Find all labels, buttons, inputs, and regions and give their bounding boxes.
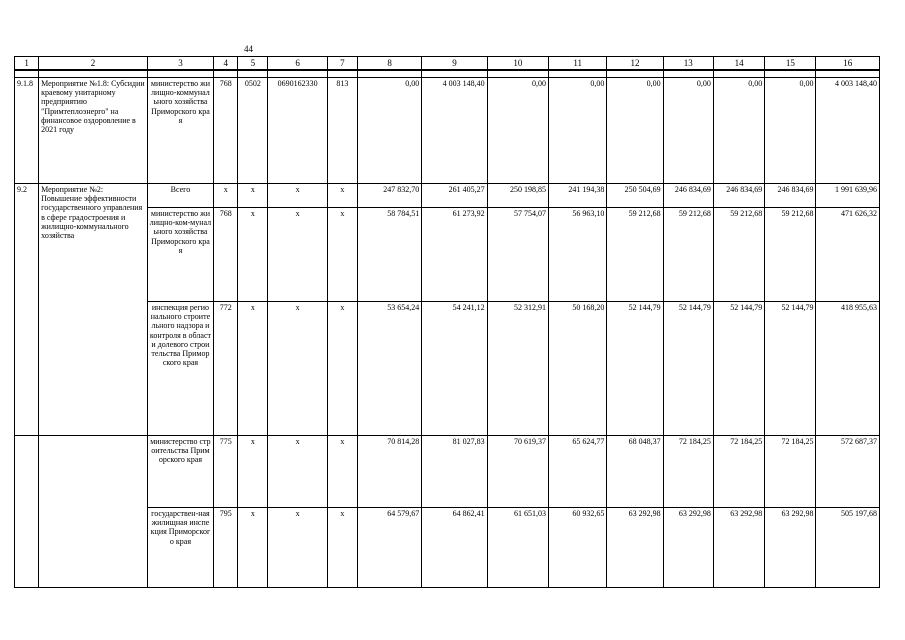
cell-section: x <box>238 184 268 208</box>
value-cell: 52 312,91 <box>487 302 548 436</box>
value-cell: 72 184,25 <box>765 436 816 508</box>
value-cell: 246 834,69 <box>663 184 713 208</box>
responsible-org: министерство жилищно-коммунального хозяйства Приморского края <box>147 78 213 184</box>
value-cell: 261 405,27 <box>422 184 487 208</box>
value-cell: 61 273,92 <box>422 208 487 302</box>
value-cell: 59 212,68 <box>713 208 764 302</box>
cell-grbs: 768 <box>214 208 238 302</box>
cell-grbs: 768 <box>214 78 238 184</box>
value-cell: 59 212,68 <box>765 208 816 302</box>
column-header: 15 <box>765 57 816 71</box>
column-header: 9 <box>422 57 487 71</box>
value-cell: 64 862,41 <box>422 508 487 588</box>
value-cell: 70 814,28 <box>357 436 421 508</box>
cell-grbs: 772 <box>214 302 238 436</box>
table-row <box>15 436 880 508</box>
value-cell: 1 991 639,96 <box>816 184 880 208</box>
column-header: 11 <box>549 57 607 71</box>
cell-expense-type: x <box>327 208 357 302</box>
cell-expense-type: x <box>327 184 357 208</box>
cell-target: x <box>268 208 327 302</box>
value-cell: 63 292,98 <box>765 508 816 588</box>
responsible-org: министерство строительства Приморского края <box>147 436 213 508</box>
column-header: 16 <box>816 57 880 71</box>
value-cell: 72 184,25 <box>663 436 713 508</box>
cell-expense-type: x <box>327 508 357 588</box>
value-cell: 572 687,37 <box>816 436 880 508</box>
value-cell: 58 784,51 <box>357 208 421 302</box>
value-cell: 0,00 <box>607 78 663 184</box>
cell-target: x <box>268 302 327 436</box>
value-cell: 52 144,79 <box>663 302 713 436</box>
value-cell: 56 963,10 <box>549 208 607 302</box>
responsible-org: инспекция регионального строительного надзора и контроля в области долевого строительства Приморского края <box>147 302 213 436</box>
page-number: 44 <box>244 44 253 54</box>
budget-table <box>14 56 880 588</box>
column-header: 13 <box>663 57 713 71</box>
activity-name: Мероприятие №2: Повышение эффективности государственного управления в сфере градостроения и жилищно-коммунального хозяйства <box>39 184 148 436</box>
value-cell: 59 212,68 <box>607 208 663 302</box>
value-cell: 63 292,98 <box>607 508 663 588</box>
responsible-org: министерство жилищно-ком-мунального хозяйства Приморского края <box>147 208 213 302</box>
cell-target: x <box>268 436 327 508</box>
cell-section: x <box>238 302 268 436</box>
value-cell: 61 651,03 <box>487 508 548 588</box>
value-cell: 241 194,38 <box>549 184 607 208</box>
column-header: 14 <box>713 57 764 71</box>
cell-grbs: 775 <box>214 436 238 508</box>
responsible-org: государствен-ная жилищная инспекция Приморского края <box>147 508 213 588</box>
value-cell: 246 834,69 <box>765 184 816 208</box>
value-cell: 0,00 <box>713 78 764 184</box>
cell-expense-type: x <box>327 436 357 508</box>
column-number-row <box>15 57 880 71</box>
row-number: 9.2 <box>15 184 39 436</box>
column-header: 7 <box>327 57 357 71</box>
cell-grbs: x <box>214 184 238 208</box>
column-header: 5 <box>238 57 268 71</box>
value-cell: 68 048,37 <box>607 436 663 508</box>
table-row <box>15 78 880 184</box>
value-cell: 505 197,68 <box>816 508 880 588</box>
value-cell: 0,00 <box>487 78 548 184</box>
value-cell: 247 832,70 <box>357 184 421 208</box>
value-cell: 0,00 <box>549 78 607 184</box>
column-header: 10 <box>487 57 548 71</box>
table-row <box>15 184 880 208</box>
value-cell: 52 144,79 <box>765 302 816 436</box>
column-header: 8 <box>357 57 421 71</box>
column-header: 2 <box>39 57 148 71</box>
value-cell: 54 241,12 <box>422 302 487 436</box>
value-cell: 250 504,69 <box>607 184 663 208</box>
value-cell: 60 932,65 <box>549 508 607 588</box>
responsible-org: Всего <box>147 184 213 208</box>
value-cell: 0,00 <box>663 78 713 184</box>
value-cell: 65 624,77 <box>549 436 607 508</box>
value-cell: 246 834,69 <box>713 184 764 208</box>
column-header: 1 <box>15 57 39 71</box>
value-cell: 57 754,07 <box>487 208 548 302</box>
value-cell: 50 168,20 <box>549 302 607 436</box>
value-cell: 4 003 148,40 <box>816 78 880 184</box>
value-cell: 471 626,32 <box>816 208 880 302</box>
value-cell: 81 027,83 <box>422 436 487 508</box>
column-header: 4 <box>214 57 238 71</box>
cell-section: x <box>238 208 268 302</box>
value-cell: 70 619,37 <box>487 436 548 508</box>
cell-grbs: 795 <box>214 508 238 588</box>
value-cell: 0,00 <box>357 78 421 184</box>
cell-section: x <box>238 436 268 508</box>
column-header: 12 <box>607 57 663 71</box>
value-cell: 63 292,98 <box>663 508 713 588</box>
cell-expense-type: x <box>327 302 357 436</box>
value-cell: 250 198,85 <box>487 184 548 208</box>
cell-section: 0502 <box>238 78 268 184</box>
cell-target: x <box>268 184 327 208</box>
cell-expense-type: 813 <box>327 78 357 184</box>
value-cell: 4 003 148,40 <box>422 78 487 184</box>
value-cell: 418 955,63 <box>816 302 880 436</box>
row-number: 9.1.8 <box>15 78 39 184</box>
value-cell: 52 144,79 <box>713 302 764 436</box>
cell-target: 0690162330 <box>268 78 327 184</box>
value-cell: 59 212,68 <box>663 208 713 302</box>
value-cell: 52 144,79 <box>607 302 663 436</box>
cell-target: x <box>268 508 327 588</box>
value-cell: 72 184,25 <box>713 436 764 508</box>
value-cell: 0,00 <box>765 78 816 184</box>
value-cell: 63 292,98 <box>713 508 764 588</box>
activity-name-empty <box>39 436 148 588</box>
column-header: 6 <box>268 57 327 71</box>
cell-section: x <box>238 508 268 588</box>
activity-name: Мероприятие №1.8: Субсидии краевому унитарному предприятию "Примтеплоэнерго" на финансовое оздоровление в 2021 году <box>39 78 148 184</box>
value-cell: 64 579,67 <box>357 508 421 588</box>
row-number-empty <box>15 436 39 588</box>
column-header: 3 <box>147 57 213 71</box>
value-cell: 53 654,24 <box>357 302 421 436</box>
